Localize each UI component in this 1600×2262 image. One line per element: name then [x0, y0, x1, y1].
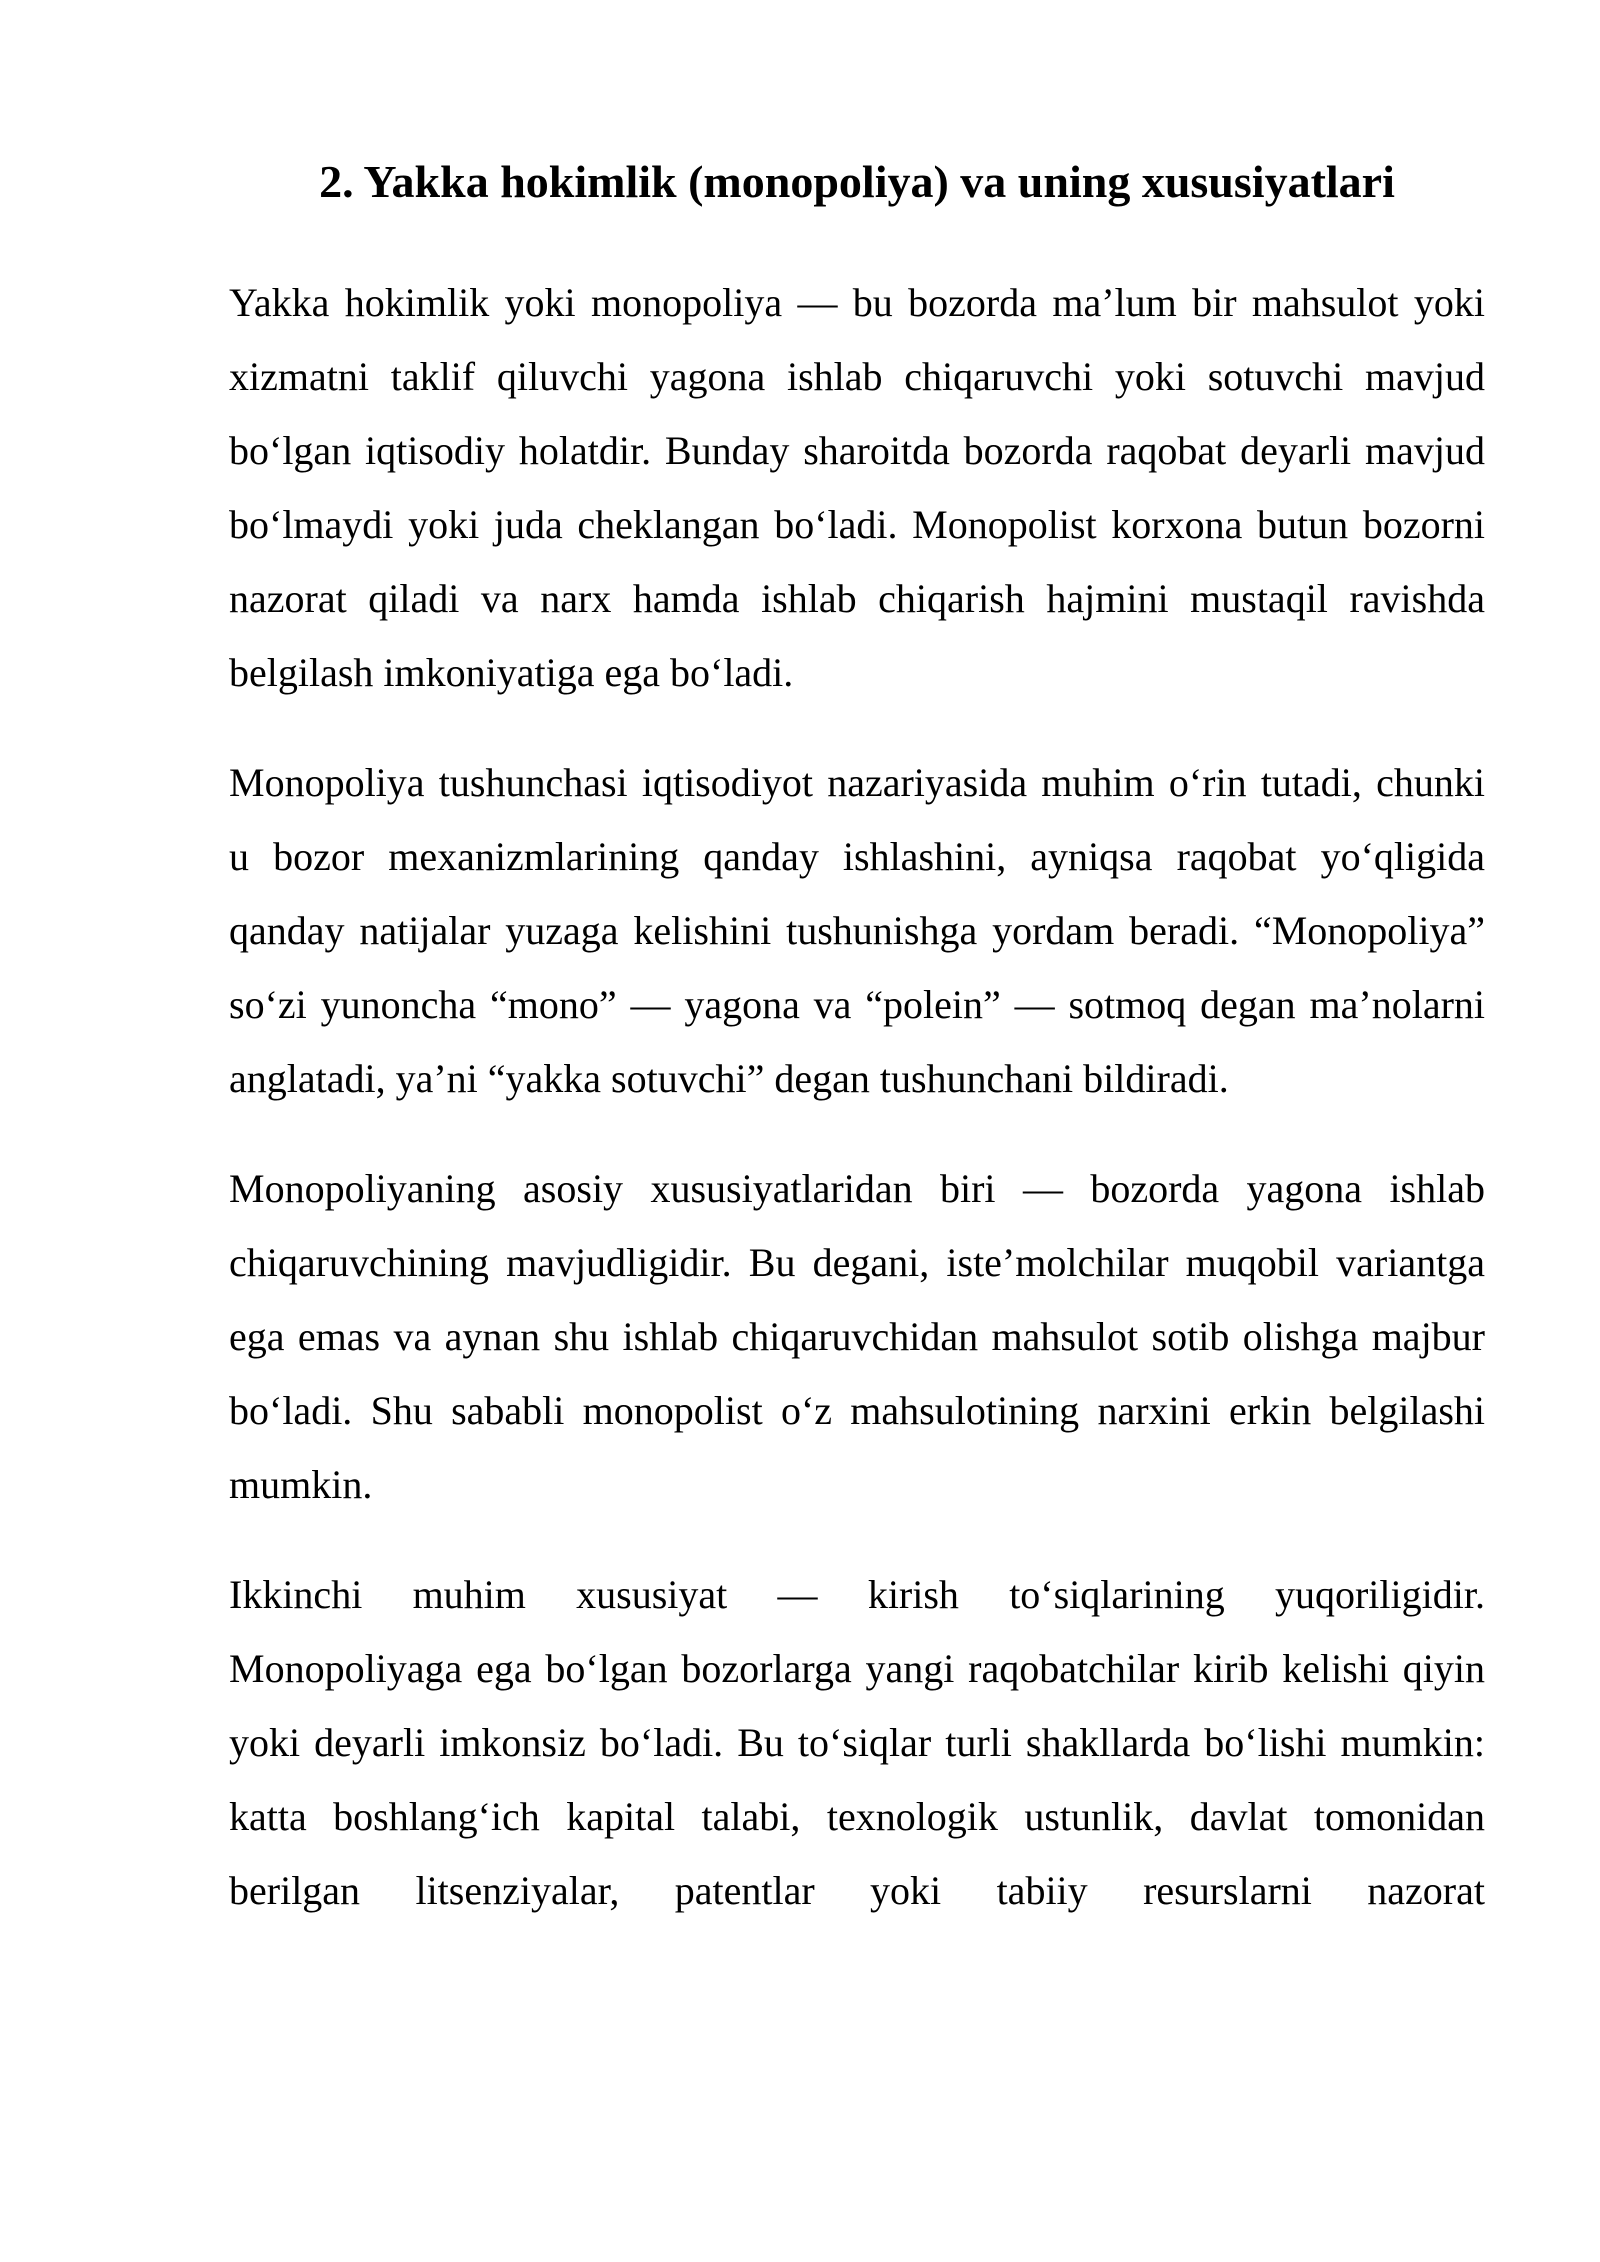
- paragraph-first-feature: Monopoliyaning asosiy xususiyatlaridan biri — bozorda yagona ishlab chiqaruvchining mavjudligidir. Bu degani, iste’molchilar muqobil variantga ega emas va aynan shu ishlab chiqaruvchidan mahsulot sotib olishga majbur bo‘ladi. Shu sababli monopolist o‘z mahsulotining narxini erkin belgilashi mumkin.: [229, 1166, 1485, 1507]
- document-body: [229, 266, 1485, 1964]
- paragraph-definition: Yakka hokimlik yoki monopoliya — bu bozorda ma’lum bir mahsulot yoki xizmatni taklif qiluvchi yagona ishlab chiqaruvchi yoki sotuvchi mavjud bo‘lgan iqtisodiy holatdir. Bunday sharoitda bozorda raqobat deyarli mavjud bo‘lmaydi yoki juda cheklangan bo‘ladi. Monopolist korxona butun bozorni nazorat qiladi va narx hamda ishlab chiqarish hajmini mustaqil ravishda belgilash imkoniyatiga ega bo‘ladi.: [229, 280, 1485, 695]
- paragraph-concept: Monopoliya tushunchasi iqtisodiyot nazariyasida muhim o‘rin tutadi, chunki u bozor mexanizmlarining qanday ishlashini, ayniqsa raqobat yo‘qligida qanday natijalar yuzaga kelishini tushunishga yordam beradi. “Monopoliya” so‘zi yunoncha “mono” — yagona va “polein” — sotmoq degan ma’nolarni anglatadi, ya’ni “yakka sotuvchi” degan tushunchani bildiradi.: [229, 760, 1485, 1101]
- paragraph-second-feature: Ikkinchi muhim xususiyat — kirish to‘siqlarining yuqoriligidir. Monopoliyaga ega bo‘lgan bozorlarga yangi raqobatchilar kirib kelishi qiyin yoki deyarli imkonsiz bo‘ladi. Bu to‘siqlar turli shakllarda bo‘lishi mumkin: katta boshlang‘ich kapital talabi, texnologik ustunlik, davlat tomonidan berilgan litsenziyalar, patentlar yoki tabiiy resurslarni nazorat: [229, 1572, 1485, 1913]
- section-heading: 2. Yakka hokimlik (monopoliya) va uning xususiyatlari: [319, 156, 1395, 207]
